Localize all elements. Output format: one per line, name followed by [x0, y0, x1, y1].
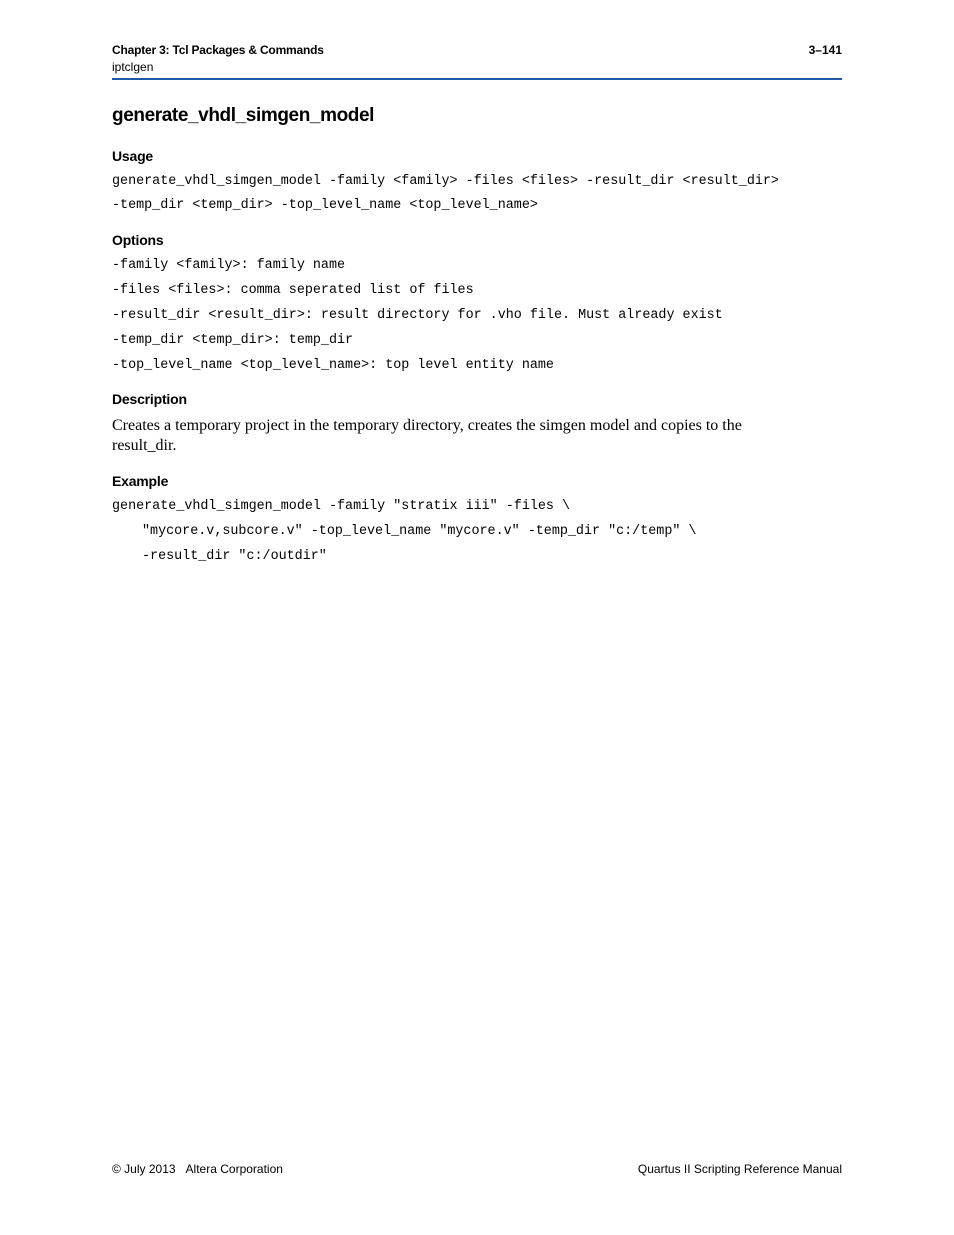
footer-left	[112, 1162, 283, 1176]
description-heading: Description	[112, 391, 187, 407]
footer-manual-title: Quartus II Scripting Reference Manual	[637, 1162, 842, 1176]
header-chapter: Chapter 3: Tcl Packages & Commands	[112, 43, 324, 57]
option-line-temp-dir: -temp_dir <temp_dir>: temp_dir	[112, 333, 354, 348]
example-line: generate_vhdl_simgen_model -family "stratix iii" -files \	[112, 499, 571, 514]
footer-company: Altera Corporation	[185, 1162, 283, 1176]
example-heading: Example	[112, 473, 169, 489]
usage-line: -temp_dir <temp_dir> -top_level_name <top_level_name>	[112, 198, 538, 213]
example-line: "mycore.v,subcore.v" -top_level_name "mycore.v" -temp_dir "c:/temp" \	[142, 524, 697, 539]
header-section: iptclgen	[112, 60, 154, 74]
example-line: -result_dir "c:/outdir"	[142, 549, 327, 564]
option-line-top-level-name: -top_level_name <top_level_name>: top level entity name	[112, 358, 554, 373]
page-header	[112, 42, 842, 80]
header-page-number: 3–141	[808, 43, 842, 57]
option-line-result-dir: -result_dir <result_dir>: result directory for .vho file. Must already exist	[112, 308, 723, 323]
usage-heading: Usage	[112, 148, 154, 164]
usage-line: generate_vhdl_simgen_model -family <family> -files <files> -result_dir <result_dir>	[112, 174, 779, 189]
option-line-files: -files <files>: comma seperated list of files	[112, 283, 474, 298]
page-title: generate_vhdl_simgen_model	[112, 105, 375, 126]
footer-date: © July 2013	[112, 1162, 176, 1176]
description-text: Creates a temporary project in the temporary directory, creates the simgen model and copies to the result_dir.	[112, 417, 742, 454]
options-heading: Options	[112, 232, 164, 248]
option-line-family: -family <family>: family name	[112, 258, 346, 273]
